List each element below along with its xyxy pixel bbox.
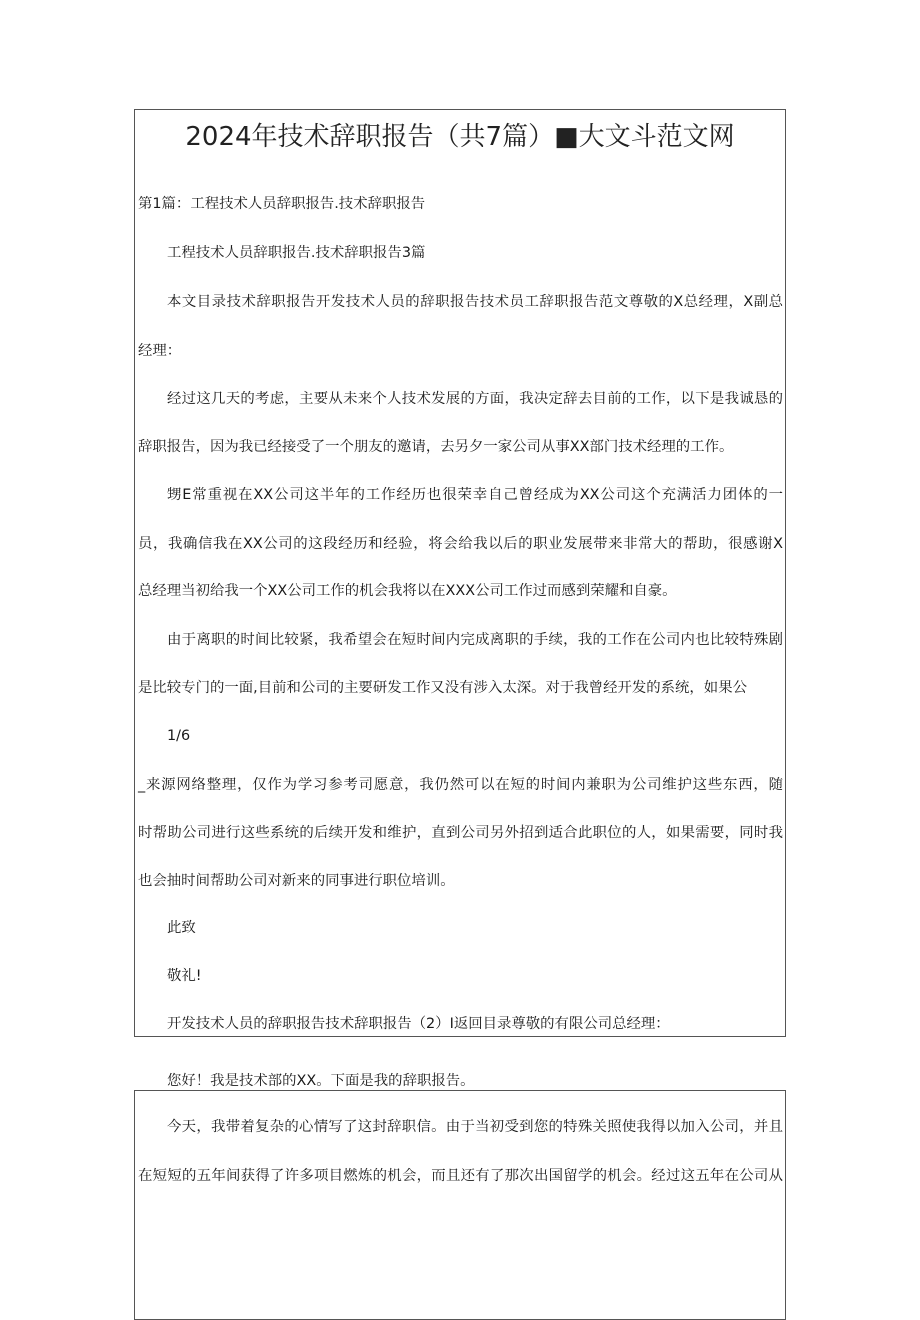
subheading: 工程技术人员辞职报告.技术辞职报告3篇 (167, 245, 426, 261)
paragraph-line: 您好！我是技术部的XX。下面是我的辞职报告。 (167, 1073, 475, 1089)
page-number: 1/6 (167, 728, 191, 744)
paragraph-line: 也会抽时间帮助公司对新来的同事进行职位培训。 (138, 873, 455, 889)
section-heading: 第1篇：工程技术人员辞职报告.技术辞职报告 (138, 196, 426, 212)
paragraph-line: 甥E常重视在XX公司这半年的工作经历也很荣幸自己曾经成为XX公司这个充满活力团体的一 (167, 487, 783, 503)
paragraph-line: 本文目录技术辞职报告开发技术人员的辞职报告技术员工辞职报告范文尊敬的X总经理，X副总 (167, 294, 783, 310)
paragraph-line: 在短短的五年间获得了许多项目燃炼的机会，而且还有了那次出国留学的机会。经过这五年在公司从 (138, 1168, 783, 1184)
paragraph-line: 时帮助公司进行这些系统的后续开发和维护，直到公司另外招到适合此职位的人，如果需要，同时我 (138, 825, 783, 841)
paragraph-line: 员，我确信我在XX公司的这段经历和经验，将会给我以后的职业发展带来非常大的帮助，很感谢X (138, 536, 783, 552)
paragraph-line: 由于离职的时间比较紧，我希望会在短时间内完成离职的手续，我的工作在公司内也比较特殊剧 (167, 632, 783, 648)
paragraph-line: 开发技术人员的辞职报告技术辞职报告（2）I返回目录尊敬的有限公司总经理： (167, 1016, 670, 1032)
closing-line: 此致 (167, 920, 196, 936)
paragraph-line: 总经理当初给我一个XX公司工作的机会我将以在XXX公司工作过而感到荣耀和自豪。 (138, 583, 677, 599)
paragraph-line: 经过这几天的考虑，主要从未来个人技术发展的方面，我决定辞去目前的工作，以下是我诚恳的 (167, 391, 783, 407)
paragraph-line: 辞职报告，因为我已经接受了一个朋友的邀请，去另夕一家公司从事XX部门技术经理的工作。 (138, 439, 734, 455)
document-title: 2024年技术辞职报告（共7篇）■大文斗范文网 (185, 122, 735, 152)
closing-line: 敬礼! (167, 968, 202, 984)
paragraph-line: 今天，我带着复杂的心情写了这封辞职信。由于当初受到您的特殊关照使我得以加入公司，并且 (167, 1119, 783, 1135)
paragraph-line: 经理： (138, 343, 182, 359)
paragraph-line: 是比较专门的一面,目前和公司的主要研发工作又没有涉入太深。对于我曾经开发的系统，如果公 (138, 680, 747, 696)
paragraph-line: _来源网络整理，仅作为学习参考司愿意，我仍然可以在短的时间内兼职为公司维护这些东西，随 (138, 777, 783, 793)
